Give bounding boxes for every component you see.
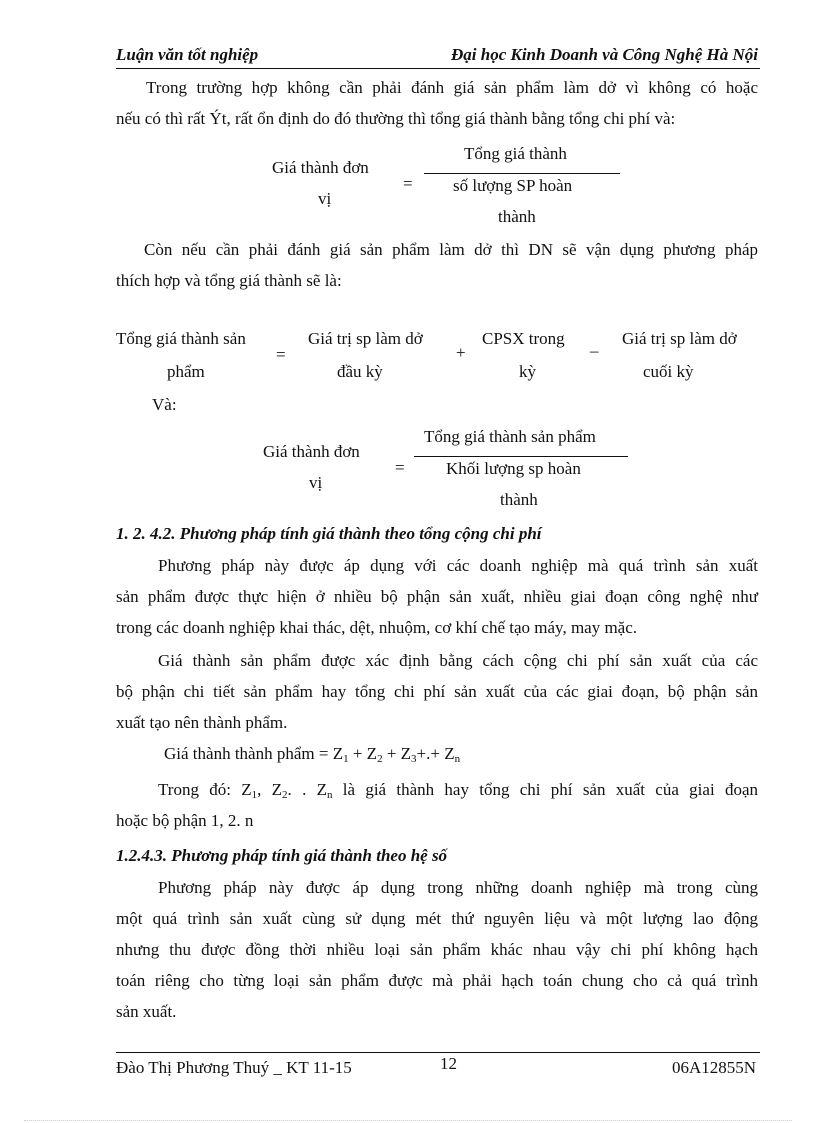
formula-denominator: thành [500, 490, 538, 509]
formula-lhs: vị [309, 473, 323, 492]
paragraph-line: thích hợp và tổng giá thành sẽ là: [116, 271, 342, 290]
plus-sign: + [456, 343, 466, 362]
formula-lhs: Giá thành đơn [263, 442, 360, 461]
formula-term: cuối kỳ [643, 362, 694, 381]
section1-paragraph-1 [116, 550, 758, 643]
formula-term: CPSX trong [482, 329, 565, 348]
formula-numerator: Tổng giá thành sản phẩm [424, 427, 596, 446]
formula-denominator: số lượng SP hoàn [453, 176, 573, 195]
formula-term: phẩm [167, 362, 205, 381]
section-heading: 1.2.4.3. Phương pháp tính giá thành theo hệ số [116, 846, 448, 865]
paragraph-line: hoặc bộ phận 1, 2. n [116, 811, 254, 830]
formula-denominator: Khối lượng sp hoàn [446, 459, 581, 478]
section2-paragraph [116, 872, 758, 1027]
formula-term: Giá trị sp làm dở [308, 329, 423, 348]
paragraph-1 [116, 72, 758, 134]
footer-author: Đào Thị Phương Thuý _ KT 11-15 [116, 1058, 352, 1077]
equals-sign: = [403, 174, 413, 193]
section1-paragraph-2 [116, 645, 758, 738]
paragraph-line: Phương pháp này được áp dụng với các doanh nghiệp mà quá trình sản xuất [158, 556, 758, 575]
formula-lhs: vị [318, 189, 332, 208]
footer-rule [116, 1052, 760, 1053]
paragraph-line: toán riêng cho từng loại sản phẩm được mà phải hạch toán chung cho cả quá trình [116, 971, 758, 990]
header-left: Luận văn tốt nghiệp [116, 45, 259, 64]
paragraph-line: bộ phận chi tiết sản phẩm hay tổng chi phí sản xuất của các giai đoạn, bộ phận sản [116, 682, 758, 701]
paragraph-line: trong các doanh nghiệp khai thác, dệt, nhuộm, cơ khí chế tạo máy, may mặc. [116, 618, 638, 637]
and-label: Và: [152, 395, 177, 414]
paragraph-line: nhưng thu được đồng thời nhiều loại sản phẩm khác nhau vậy chi phí không hạch [116, 940, 758, 959]
paragraph-line: nếu có thì rất Ýt, rất ổn định do đó thường thì tổng giá thành bằng tổng chi phí và: [116, 109, 676, 128]
paragraph-line: Giá thành sản phẩm được xác định bằng cách cộng chi phí sản xuất của các [158, 651, 758, 670]
header-right: Đại học Kinh Doanh và Công Nghệ Hà Nội [451, 45, 758, 64]
paragraph-line: Trong trường hợp không cần phải đánh giá sản phẩm làm dở vì không có hoặc [146, 78, 758, 97]
paragraph-line: xuất tạo nên thành phẩm. [116, 713, 288, 732]
page-bottom-edge [24, 1120, 792, 1121]
minus-sign: – [590, 341, 599, 360]
footer-code: 06A12855N [671, 1058, 756, 1077]
paragraph-line: Trong đó: $Z_1$, $Z_2$. . $Z_n$ là giá thành hay tổng chi phí sản xuất của giai đoạn [158, 780, 758, 801]
paragraph-line: Phương pháp này được áp dụng trong những doanh nghiệp mà trong cùng [158, 878, 758, 897]
formula-lhs: Giá thành đơn [272, 158, 369, 177]
paragraph-2 [116, 234, 758, 296]
page-number: 12 [440, 1054, 457, 1073]
formula-term: Giá trị sp làm dở [622, 329, 737, 348]
paragraph-line: Còn nếu cần phải đánh giá sản phẩm làm dở thì DN sẽ vận dụng phương pháp [144, 240, 758, 259]
formula-numerator: Tổng giá thành [464, 144, 567, 163]
fraction-line [424, 173, 620, 174]
section-heading: 1. 2. 4.2. Phương pháp tính giá thành theo tổng cộng chi phí [116, 524, 542, 543]
header-rule [116, 68, 760, 69]
formula-term: đầu kỳ [337, 362, 383, 381]
formula-term: Tổng giá thành sản [116, 329, 246, 348]
paragraph-line: sản xuất. [116, 1002, 177, 1021]
formula-finished-cost: Giá thành thành phẩm = $Z_1 + Z_2 + Z_3+.+ Z_n$ [164, 744, 461, 765]
equals-sign: = [276, 345, 286, 364]
fraction-line [414, 456, 628, 457]
paragraph-line: sản phẩm được thực hiện ở nhiều bộ phận sản xuất, nhiều giai đoạn công nghệ như [116, 587, 758, 606]
equals-sign: = [395, 458, 405, 477]
formula-explanation [116, 774, 758, 836]
formula-denominator: thành [498, 207, 536, 226]
paragraph-line: một quá trình sản xuất cùng sử dụng mét thứ nguyên liệu và một lượng lao động [116, 909, 758, 928]
formula-term: kỳ [519, 362, 536, 381]
